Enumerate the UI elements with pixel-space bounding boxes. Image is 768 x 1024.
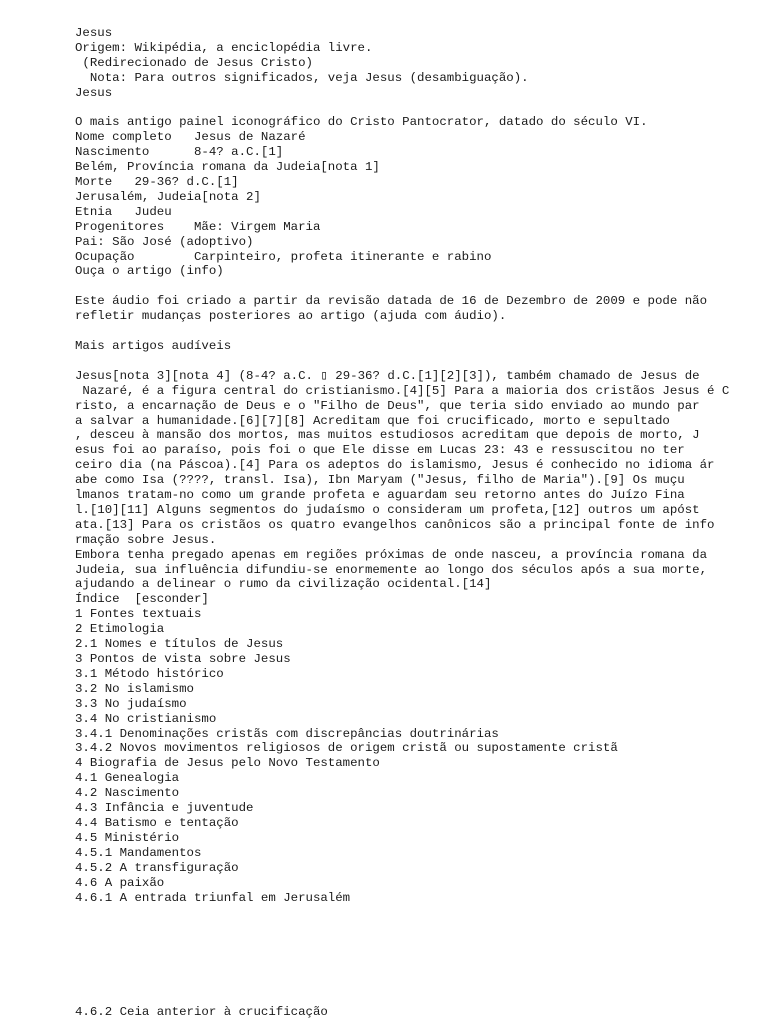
toc-item[interactable]: 4.3 Infância e juventude	[75, 801, 254, 816]
toc-item[interactable]: 4.5.1 Mandamentos	[75, 845, 202, 860]
infobox-death-place: Jerusalém, Judeia[nota 2]	[75, 189, 261, 204]
toc-item[interactable]: 4.2 Nascimento	[75, 786, 180, 801]
more-audio-articles: Mais artigos audíveis	[75, 338, 232, 353]
infobox-death: Morte 29-36? d.C.[1]	[75, 175, 239, 190]
toc-item[interactable]: 4.5 Ministério	[75, 830, 180, 845]
toc-item[interactable]: 3.2 No islamismo	[75, 681, 194, 696]
redirect-line: (Redirecionado de Jesus Cristo)	[75, 55, 313, 70]
paragraph-line: l.[10][11] Alguns segmentos do judaísmo o consideram um profeta,[12] outros um apóst	[75, 502, 700, 517]
paragraph-line: risto, a encarnação de Deus e o "Filho de Deus", que teria sido enviado ao mundo par	[75, 398, 700, 413]
spacer	[75, 279, 745, 294]
infobox	[75, 115, 745, 279]
toc-item[interactable]: 4.6 A paixão	[75, 875, 165, 890]
table-of-contents	[75, 592, 745, 905]
paragraph-line: lmanos tratam-no como um grande profeta e aguardam seu retorno antes do Juízo Fina	[75, 488, 685, 503]
toc-item-continued[interactable]: 4.6.2 Ceia anterior à crucificação	[75, 1005, 328, 1019]
paragraph-line: Nazaré, é a figura central do cristianismo.[4][5] Para a maioria dos cristãos Jesus é C	[75, 383, 730, 398]
toc-item[interactable]: 4.1 Genealogia	[75, 771, 180, 786]
origin-line: Origem: Wikipédia, a enciclopédia livre.	[75, 40, 373, 55]
toc-item[interactable]: 3 Pontos de vista sobre Jesus	[75, 652, 291, 666]
infobox-ethnicity: Etnia Judeu	[75, 204, 172, 219]
document-page	[75, 26, 745, 905]
toc-item[interactable]: 3.3 No judaísmo	[75, 696, 187, 711]
toc-item[interactable]: 3.4.1 Denominações cristãs com discrepâncias doutrinárias	[75, 726, 499, 741]
infobox-birth-place: Belém, Província romana da Judeia[nota 1]	[75, 160, 380, 175]
paragraph-line: ceiro dia (na Páscoa).[4] Para os adeptos do islamismo, Jesus é conhecido no idioma ár	[75, 458, 715, 473]
toc-item[interactable]: 1 Fontes textuais	[75, 607, 202, 622]
toc-item[interactable]: 4.6.1 A entrada triunfal em Jerusalém	[75, 890, 351, 905]
paragraph-line: Embora tenha pregado apenas em regiões próximas de onde nasceu, a província romana da	[75, 547, 708, 562]
audio-notice-line: Este áudio foi criado a partir da revisão datada de 16 de Dezembro de 2009 e pode não	[75, 294, 708, 309]
paragraph-line: Jesus[nota 3][nota 4] (8-4? a.C. ▯ 29-36? d.C.[1][2][3]), também chamado de Jesus de	[75, 368, 700, 383]
audio-notice-line: refletir mudanças posteriores ao artigo (ajuda com áudio).	[75, 309, 507, 324]
toc-item[interactable]: 2 Etimologia	[75, 622, 165, 637]
toc-item[interactable]: 3.4 No cristianismo	[75, 711, 217, 726]
paragraph-line: esus foi ao paraíso, pois foi o que Ele disse em Lucas 23: 43 e ressuscitou no ter	[75, 443, 685, 458]
toc-heading: Índice [esconder]	[75, 592, 209, 607]
infobox-caption: O mais antigo painel iconográfico do Cristo Pantocrator, datado do século VI.	[75, 115, 648, 130]
spacer	[75, 354, 745, 369]
toc-item[interactable]: 3.1 Método histórico	[75, 666, 224, 681]
infobox-father: Pai: São José (adoptivo)	[75, 234, 254, 249]
infobox-full-name: Nome completo Jesus de Nazaré	[75, 130, 306, 145]
paragraph-line: ata.[13] Para os cristãos os quatro evangelhos canônicos são a principal fonte de info	[75, 517, 715, 532]
disambiguation-note: Nota: Para outros significados, veja Jesus (desambiguação).	[75, 70, 529, 85]
page-title: Jesus	[75, 26, 113, 40]
toc-item[interactable]: 4.4 Batismo e tentação	[75, 815, 239, 830]
infobox-parents: Progenitores Mãe: Virgem Maria	[75, 219, 321, 234]
paragraph-line: Judeia, sua influência difundiu-se enormemente ao longo dos séculos após a sua morte,	[75, 562, 708, 577]
toc-item[interactable]: 4 Biografia de Jesus pelo Novo Testamento	[75, 756, 380, 771]
paragraph-line: rmação sobre Jesus.	[75, 532, 217, 547]
toc-item[interactable]: 2.1 Nomes e títulos de Jesus	[75, 637, 284, 652]
infobox-birth: Nascimento 8-4? a.C.[1]	[75, 145, 284, 160]
second-paragraph	[75, 548, 745, 593]
paragraph-line: a salvar a humanidade.[6][7][8] Acreditam que foi crucificado, morto e sepultado	[75, 413, 670, 428]
paragraph-line: ajudando a delinear o rumo da civilização ocidental.[14]	[75, 577, 492, 592]
intro-paragraph	[75, 369, 745, 548]
header-block	[75, 26, 745, 101]
paragraph-line: , desceu à mansão dos mortos, mas muitos estudiosos acreditam que depois de morto, J	[75, 428, 700, 443]
toc-item[interactable]: 3.4.2 Novos movimentos religiosos de origem cristã ou supostamente cristã	[75, 741, 618, 756]
paragraph-line: abe como Isa (????, transl. Isa), Ibn Maryam ("Jesus, filho de Maria").[9] Os muçu	[75, 473, 685, 488]
spacer	[75, 101, 745, 116]
infobox-occupation: Ocupação Carpinteiro, profeta itinerante e rabino	[75, 249, 492, 264]
subtitle: Jesus	[75, 85, 113, 100]
audio-notice	[75, 294, 745, 324]
spacer	[75, 324, 745, 339]
toc-item[interactable]: 4.5.2 A transfiguração	[75, 860, 239, 875]
infobox-audio: Ouça o artigo (info)	[75, 264, 224, 279]
